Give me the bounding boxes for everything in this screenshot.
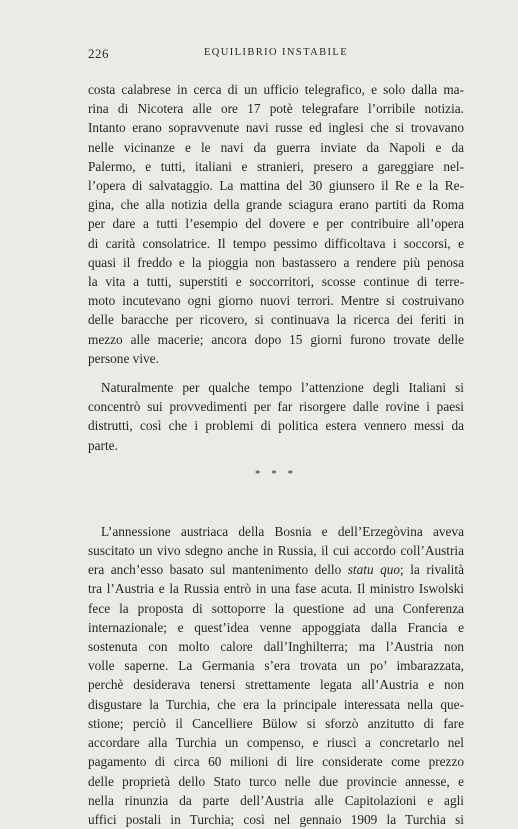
text-line: gina, che alla notizia della grande sciagura erano partiti da Roma bbox=[88, 197, 464, 213]
text-line: volle saperne. La Germania s’era trovata un po’ imbarazzata, bbox=[88, 658, 464, 674]
text-line: sostenuta con molto calore dall’Inghilterra; ma l’Austria non bbox=[88, 639, 464, 655]
text-line: disgustare la Turchia, che era la principale interessata nella que- bbox=[88, 696, 464, 712]
paragraph-gap bbox=[88, 368, 464, 378]
text-line: l’opera di salvataggio. La mattina del 30 giunsero il Re e la Re- bbox=[88, 178, 464, 194]
text-line: quasi il freddo e la pioggia non bastassero a rendere più penosa bbox=[88, 254, 464, 270]
text-line: Palermo, e tutti, italiani e stranieri, presero a gareggiare nel- bbox=[88, 158, 464, 174]
text-line: mezzo alle macerie; ancora dopo 15 giorni furono trovate delle bbox=[88, 331, 464, 347]
text-fragment: era anch’esso basato sul mantenimento dello bbox=[88, 562, 348, 578]
text-line: la vita a tutti, superstiti e soccorritori, scosse continue di terre- bbox=[88, 274, 464, 290]
text-line: nelle vicinanze e le navi da guerra inviate da Napoli e da bbox=[88, 139, 464, 155]
paragraph-bosnia-annexation bbox=[88, 522, 464, 829]
text-line: uffici postali in Turchia; così nel gennaio 1909 la Turchia si bbox=[88, 811, 464, 827]
text-line: concentrò sui provvedimenti per far risorgere dalle rovine i paesi bbox=[88, 399, 464, 415]
section-break-asterisks: * * * bbox=[255, 467, 297, 480]
text-line: rina di Nicotera alle ore 17 potè telegrafare l’orribile notizia. bbox=[88, 101, 464, 117]
text-line: stione; perciò il Cancelliere Bülow si sforzò anzitutto di fare bbox=[88, 715, 464, 731]
text-line: pagamento di circa 60 milioni di lire considerate come prezzo bbox=[88, 754, 464, 770]
text-line: Intanto erano sopravvenute navi russe ed inglesi che si trovavano bbox=[88, 120, 464, 136]
text-line: tra l’Austria e la Russia entrò in una fase acuta. Il ministro Iswolski bbox=[88, 581, 464, 597]
italic-phrase: statu quo bbox=[347, 562, 401, 578]
paragraph-gap bbox=[88, 455, 464, 465]
body-text bbox=[88, 80, 464, 829]
text-line: distrutti, così che i problemi di politica estera vennero messi da bbox=[88, 418, 464, 434]
text-line: di carità consolatrice. Il tempo pessimo difficoltava i soccorsi, e bbox=[88, 235, 464, 251]
running-title: EQUILIBRIO INSTABILE bbox=[203, 47, 349, 58]
text-line: delle proprietà dello Stato turco nelle due provincie annesse, e bbox=[88, 773, 464, 789]
text-line: parte. bbox=[88, 437, 118, 453]
text-line: L’annessione austriaca della Bosnia e dell’Erzegòvina aveva bbox=[101, 523, 464, 539]
text-line: accordare alla Turchia un compenso, e riuscì a concretarlo nel bbox=[88, 735, 464, 751]
text-line: delle baracche per ricovero, si continuava la ricerca dei feriti in bbox=[88, 312, 464, 328]
text-line: costa calabrese in cerca di un ufficio telegrafico, e solo dalla ma- bbox=[88, 82, 464, 97]
section-gap bbox=[88, 484, 464, 522]
text-line: perchè desiderava tenersi strettamente legata all’Austria e non bbox=[88, 677, 464, 693]
paragraph-earthquake-relief bbox=[88, 80, 464, 368]
text-line: persone vive. bbox=[88, 350, 159, 366]
text-line: Naturalmente per qualche tempo l’attenzione degli Italiani si bbox=[101, 380, 464, 396]
text-line: nella rinunzia da parte dell’Austria alle Capitolazioni e agli bbox=[88, 792, 464, 808]
text-fragment: ; la rivalità bbox=[400, 562, 464, 578]
paragraph-attention-shift bbox=[88, 378, 464, 455]
text-line: moto incutevano ogni giorno nuovi terrori. Mentre si costruivano bbox=[88, 293, 464, 309]
text-line bbox=[88, 560, 464, 579]
text-line: fece la proposta di sottoporre la questione ad una Conferenza bbox=[88, 600, 464, 616]
running-head bbox=[88, 46, 464, 62]
text-line: internazionale; e quest’idea venne appoggiata dalla Francia e bbox=[88, 619, 464, 635]
text-line: per dare a tutti l’esempio del dovere e per contribuire all’opera bbox=[88, 216, 464, 232]
page-number: 226 bbox=[88, 46, 109, 61]
text-line: suscitato un vivo sdegno anche in Russia, il cui accordo coll’Austria bbox=[88, 543, 464, 559]
